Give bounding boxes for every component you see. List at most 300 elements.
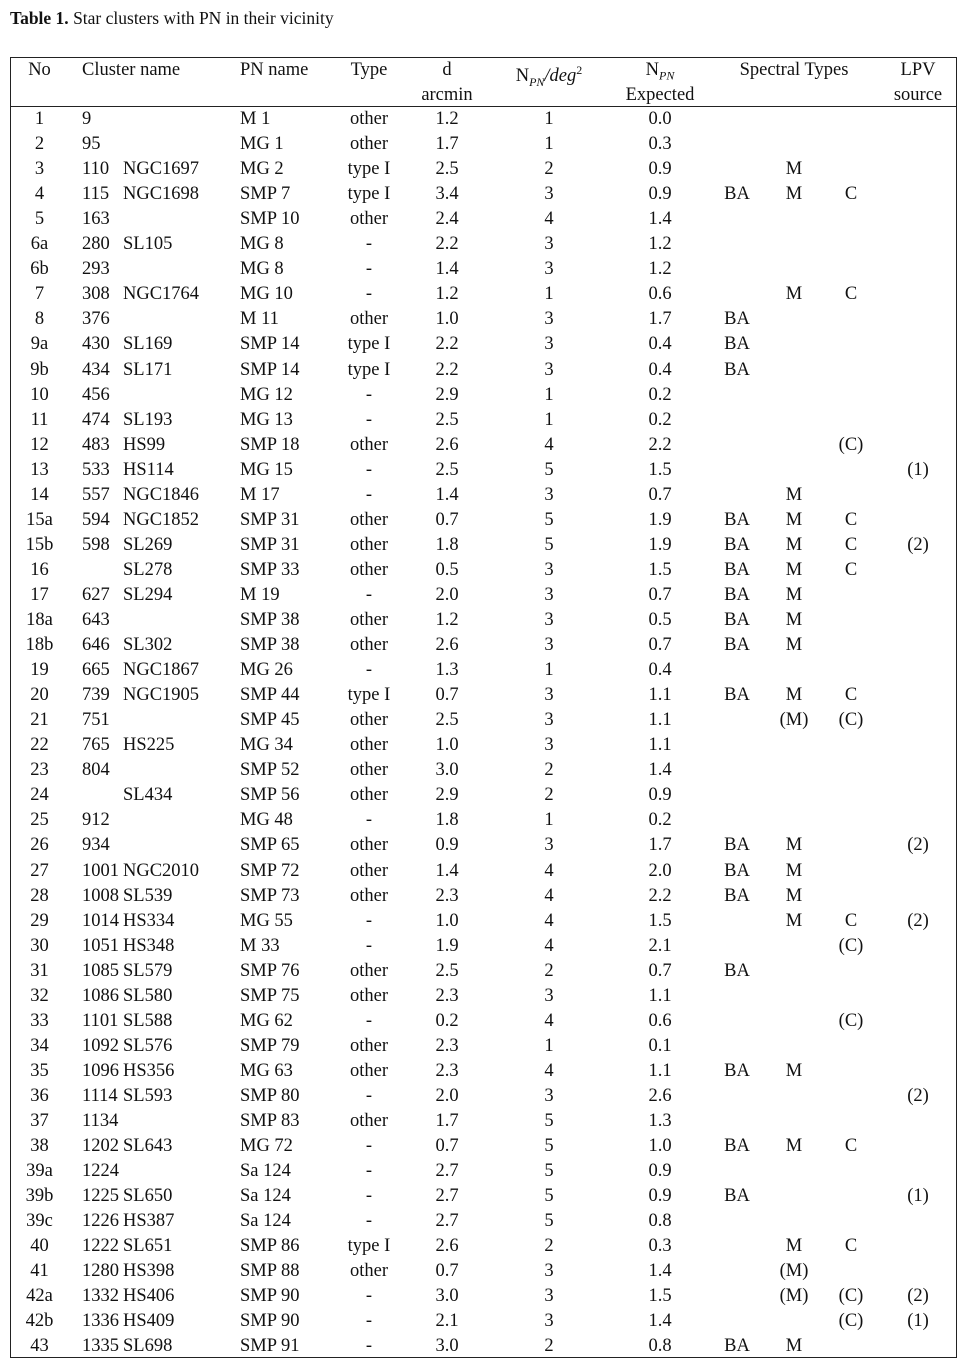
cell-expected: 1.5: [648, 1286, 672, 1306]
cell-cluster-name: [82, 1111, 118, 1131]
cell-expected: 0.6: [648, 284, 672, 304]
cell-pn-name: M 1: [240, 109, 271, 129]
cell-pn-name: SMP 45: [240, 710, 300, 730]
cell-no: 42a: [26, 1286, 53, 1306]
cell-type: other: [349, 760, 388, 780]
cell-expected: 0.7: [648, 485, 672, 505]
cluster-designation: SL193: [123, 410, 173, 430]
cell-spectral-c: (C): [838, 435, 864, 455]
cell-no: 27: [30, 861, 49, 881]
cell-npn: 1: [544, 385, 554, 405]
cluster-designation: SL171: [123, 360, 173, 380]
cell-expected: 2.2: [648, 886, 672, 906]
cell-npn: 3: [544, 1261, 554, 1281]
cell-expected: 1.1: [648, 1061, 672, 1081]
cell-cluster-name: [82, 961, 173, 981]
cluster-designation: SL579: [123, 961, 173, 981]
cell-d: 1.2: [435, 610, 459, 630]
cell-d: 1.4: [435, 259, 459, 279]
cluster-id: 804: [82, 760, 110, 780]
cell-no: 39b: [25, 1186, 54, 1206]
cell-type: -: [365, 1186, 373, 1206]
cell-no: 14: [30, 485, 49, 505]
cell-type: other: [349, 535, 388, 555]
cell-d: 2.5: [435, 710, 459, 730]
cell-d: 2.9: [435, 385, 459, 405]
cell-no: 41: [30, 1261, 49, 1281]
cell-expected: 1.1: [648, 710, 672, 730]
cell-npn: 1: [544, 810, 554, 830]
cell-pn-name: MG 34: [240, 735, 293, 755]
cell-type: type I: [347, 685, 391, 705]
cell-cluster-name: [82, 309, 110, 329]
cluster-designation: HS114: [123, 460, 174, 480]
cell-no: 31: [30, 961, 49, 981]
cell-cluster-name: [82, 660, 200, 680]
cell-type: -: [365, 810, 373, 830]
cell-lpv: (2): [907, 911, 929, 931]
cell-spectral-ba: BA: [724, 685, 750, 705]
cell-npn: 3: [544, 610, 554, 630]
cell-d: 2.4: [435, 209, 459, 229]
cell-pn-name: SMP 65: [240, 835, 300, 855]
cell-cluster-name: [82, 234, 173, 254]
cluster-id: 376: [82, 309, 110, 329]
cell-no: 40: [30, 1236, 49, 1256]
header-expected-label: Expected: [625, 85, 695, 105]
cell-spectral-ba: BA: [724, 184, 750, 204]
cluster-id: 1092: [82, 1036, 119, 1056]
cell-pn-name: SMP 86: [240, 1236, 300, 1256]
cluster-id: 739: [82, 685, 110, 705]
cell-d: 1.2: [435, 284, 459, 304]
cluster-id: 456: [82, 385, 110, 405]
cell-type: other: [349, 735, 388, 755]
cell-spectral-m: M: [785, 886, 803, 906]
cell-d: 1.0: [435, 309, 459, 329]
cell-type: -: [365, 1136, 373, 1156]
cell-spectral-c: C: [844, 284, 858, 304]
cell-d: 1.8: [435, 535, 459, 555]
cell-cluster-name: [82, 385, 110, 405]
cell-no: 26: [30, 835, 49, 855]
cell-type: -: [365, 585, 373, 605]
cell-pn-name: M 19: [240, 585, 280, 605]
cell-npn: 5: [544, 460, 554, 480]
header-lpv: LPV: [900, 60, 936, 80]
cell-spectral-m: (M): [779, 1286, 809, 1306]
cluster-id: 665: [82, 660, 110, 680]
cell-cluster-name: [82, 1211, 175, 1231]
cell-no: 3: [34, 159, 45, 179]
cell-npn: 3: [544, 334, 554, 354]
cell-npn: 4: [544, 886, 554, 906]
cell-cluster-name: [82, 1336, 173, 1356]
cell-spectral-m: M: [785, 1136, 803, 1156]
cell-pn-name: SMP 18: [240, 435, 300, 455]
cell-no: 16: [30, 560, 49, 580]
cluster-id: 643: [82, 610, 110, 630]
cell-npn: 3: [544, 735, 554, 755]
header-lpv-source: source: [893, 85, 943, 105]
cluster-id: 1332: [82, 1286, 119, 1306]
cell-spectral-ba: BA: [724, 1061, 750, 1081]
cell-spectral-c: C: [844, 184, 858, 204]
cell-pn-name: Sa 124: [240, 1186, 291, 1206]
cell-type: other: [349, 710, 388, 730]
cell-npn: 3: [544, 685, 554, 705]
table-caption: [10, 8, 334, 29]
cell-no: 24: [30, 785, 49, 805]
cell-pn-name: MG 15: [240, 460, 293, 480]
cell-npn: 2: [544, 785, 554, 805]
cluster-designation: SL588: [123, 1011, 173, 1031]
cell-npn: 4: [544, 209, 554, 229]
cell-expected: 1.0: [648, 1136, 672, 1156]
cell-cluster-name: [82, 535, 173, 555]
cell-spectral-m: M: [785, 685, 803, 705]
cell-npn: 3: [544, 360, 554, 380]
cell-pn-name: MG 1: [240, 134, 284, 154]
cell-npn: 1: [544, 284, 554, 304]
cell-expected: 0.2: [648, 385, 672, 405]
cell-no: 18b: [25, 635, 54, 655]
cell-d: 1.0: [435, 735, 459, 755]
cluster-id: 9: [82, 109, 92, 129]
cell-pn-name: MG 55: [240, 911, 293, 931]
cell-no: 7: [34, 284, 45, 304]
cell-expected: 1.1: [648, 685, 672, 705]
cell-expected: 0.4: [648, 360, 672, 380]
cell-expected: 1.1: [648, 735, 672, 755]
cell-cluster-name: [82, 861, 200, 881]
cell-spectral-m: M: [785, 535, 803, 555]
cell-cluster-name: [82, 209, 110, 229]
cell-expected: 1.9: [648, 535, 672, 555]
cell-expected: 0.9: [648, 785, 672, 805]
cell-pn-name: MG 48: [240, 810, 293, 830]
cluster-designation: SL105: [123, 234, 173, 254]
cell-npn: 3: [544, 1286, 554, 1306]
cell-cluster-name: [82, 635, 173, 655]
cell-no: 11: [30, 410, 49, 430]
cluster-designation: NGC1867: [123, 660, 200, 680]
cell-d: 2.7: [435, 1211, 459, 1231]
cell-type: -: [365, 410, 373, 430]
cell-npn: 5: [544, 1186, 554, 1206]
cell-expected: 0.7: [648, 961, 672, 981]
cluster-id: 646: [82, 635, 110, 655]
cell-spectral-m: M: [785, 1061, 803, 1081]
cell-pn-name: SMP 73: [240, 886, 300, 906]
cell-cluster-name: [82, 159, 200, 179]
cell-pn-name: M 17: [240, 485, 280, 505]
cluster-designation: SL539: [123, 886, 173, 906]
cluster-designation: HS387: [123, 1211, 175, 1231]
cell-type: other: [349, 435, 388, 455]
cluster-designation: SL294: [123, 585, 173, 605]
cell-cluster-name: [82, 710, 110, 730]
cell-spectral-ba: BA: [724, 1186, 750, 1206]
cell-npn: 2: [544, 1236, 554, 1256]
cell-spectral-m: M: [785, 560, 803, 580]
cell-expected: 1.4: [648, 760, 672, 780]
cell-no: 1: [34, 109, 45, 129]
cell-d: 0.7: [435, 510, 459, 530]
cell-npn: 3: [544, 835, 554, 855]
cell-type: other: [349, 635, 388, 655]
cell-lpv: (2): [907, 1086, 929, 1106]
cell-expected: 1.1: [648, 986, 672, 1006]
cell-no: 9a: [30, 334, 49, 354]
header-divider: [11, 106, 956, 107]
cell-d: 1.7: [435, 134, 459, 154]
cluster-id: 765: [82, 735, 110, 755]
cell-no: 28: [30, 886, 49, 906]
cell-no: 6b: [30, 259, 49, 279]
cell-type: -: [365, 1336, 373, 1356]
cell-expected: 2.2: [648, 435, 672, 455]
cell-spectral-c: C: [844, 560, 858, 580]
cell-npn: 1: [544, 1036, 554, 1056]
cell-spectral-c: (C): [838, 1011, 864, 1031]
cell-pn-name: SMP 90: [240, 1311, 300, 1331]
cluster-id: 1202: [82, 1136, 119, 1156]
cell-spectral-c: C: [844, 1236, 858, 1256]
cell-npn: 2: [544, 760, 554, 780]
cell-no: 6a: [30, 234, 49, 254]
cell-pn-name: SMP 75: [240, 986, 300, 1006]
cell-expected: 0.9: [648, 159, 672, 179]
cell-npn: 3: [544, 560, 554, 580]
cell-pn-name: MG 26: [240, 660, 293, 680]
cell-pn-name: SMP 88: [240, 1261, 300, 1281]
cell-d: 2.6: [435, 1236, 459, 1256]
cell-no: 15b: [25, 535, 54, 555]
cell-spectral-m: M: [785, 835, 803, 855]
cell-d: 0.7: [435, 1261, 459, 1281]
cell-no: 13: [30, 460, 49, 480]
cell-lpv: (1): [907, 1311, 929, 1331]
cell-spectral-m: M: [785, 485, 803, 505]
cell-expected: 1.5: [648, 911, 672, 931]
cell-spectral-m: M: [785, 184, 803, 204]
cell-pn-name: SMP 31: [240, 510, 300, 530]
cell-expected: 1.5: [648, 560, 672, 580]
cell-no: 20: [30, 685, 49, 705]
cluster-id: 1101: [82, 1011, 119, 1031]
cluster-id: 110: [82, 159, 110, 179]
cell-npn: 1: [544, 109, 554, 129]
cell-expected: 1.2: [648, 234, 672, 254]
cell-spectral-ba: BA: [724, 610, 750, 630]
cell-spectral-c: C: [844, 535, 858, 555]
cluster-id: 1134: [82, 1111, 119, 1131]
cell-no: 18a: [26, 610, 53, 630]
cell-no: 35: [30, 1061, 49, 1081]
cell-cluster-name: [82, 1061, 175, 1081]
cell-type: other: [349, 209, 388, 229]
cell-npn: 2: [544, 961, 554, 981]
table-caption-label: Table 1.: [10, 8, 69, 28]
cell-type: -: [365, 1011, 373, 1031]
cell-expected: 0.4: [648, 334, 672, 354]
cell-d: 1.7: [435, 1111, 459, 1131]
cell-cluster-name: [82, 810, 110, 830]
cell-npn: 3: [544, 259, 554, 279]
cell-no: 42b: [25, 1311, 54, 1331]
cell-type: other: [349, 510, 388, 530]
cell-d: 1.0: [435, 911, 459, 931]
cell-cluster-name: [82, 1261, 175, 1281]
cell-cluster-name: [82, 835, 110, 855]
header-no: No: [28, 60, 51, 80]
cell-npn: 4: [544, 1011, 554, 1031]
cluster-id: 1014: [82, 911, 119, 931]
cell-no: 30: [30, 936, 49, 956]
cell-type: other: [349, 1061, 388, 1081]
cluster-id: 1114: [82, 1086, 118, 1106]
cell-type: other: [349, 861, 388, 881]
cluster-designation: NGC2010: [123, 861, 200, 881]
cell-pn-name: MG 8: [240, 259, 284, 279]
cell-type: -: [365, 234, 373, 254]
cell-type: -: [365, 284, 373, 304]
cell-pn-name: M 11: [240, 309, 279, 329]
cell-cluster-name: [82, 1086, 173, 1106]
cluster-id: 1225: [82, 1186, 119, 1206]
cell-pn-name: MG 13: [240, 410, 293, 430]
cell-npn: 3: [544, 710, 554, 730]
cell-expected: 0.2: [648, 410, 672, 430]
cell-expected: 0.0: [648, 109, 672, 129]
cell-type: other: [349, 785, 388, 805]
cell-expected: 0.4: [648, 660, 672, 680]
cell-expected: 2.1: [648, 936, 672, 956]
cluster-designation: SL278: [123, 560, 173, 580]
cell-spectral-m: (M): [779, 1261, 809, 1281]
cell-type: -: [365, 385, 373, 405]
cell-type: -: [365, 1211, 373, 1231]
cluster-designation: SL269: [123, 535, 173, 555]
cell-type: other: [349, 835, 388, 855]
cell-d: 0.7: [435, 685, 459, 705]
cell-d: 1.8: [435, 810, 459, 830]
cell-no: 43: [30, 1336, 49, 1356]
cluster-id: 912: [82, 810, 110, 830]
cell-expected: 1.4: [648, 1311, 672, 1331]
cell-cluster-name: [82, 360, 173, 380]
cell-expected: 0.1: [648, 1036, 672, 1056]
cell-cluster-name: [82, 1236, 173, 1256]
cluster-id: 1096: [82, 1061, 119, 1081]
cluster-designation: HS398: [123, 1261, 175, 1281]
cell-npn: 5: [544, 510, 554, 530]
cell-cluster-name: [82, 986, 173, 1006]
cluster-id: 280: [82, 234, 110, 254]
cell-d: 2.2: [435, 234, 459, 254]
cluster-designation: SL434: [123, 785, 173, 805]
cell-d: 2.5: [435, 410, 459, 430]
cluster-designation: SL169: [123, 334, 173, 354]
cell-lpv: (2): [907, 1286, 929, 1306]
cell-expected: 1.2: [648, 259, 672, 279]
cell-pn-name: MG 10: [240, 284, 293, 304]
cell-cluster-name: [82, 936, 175, 956]
cell-type: other: [349, 886, 388, 906]
cell-pn-name: SMP 38: [240, 635, 300, 655]
cell-npn: 5: [544, 1136, 554, 1156]
cluster-designation: NGC1905: [123, 685, 200, 705]
cell-d: 2.7: [435, 1161, 459, 1181]
cluster-id: 1226: [82, 1211, 119, 1231]
cell-type: other: [349, 134, 388, 154]
cluster-id: 557: [82, 485, 110, 505]
cell-npn: 5: [544, 535, 554, 555]
cluster-id: 594: [82, 510, 110, 530]
cell-no: 9b: [30, 360, 49, 380]
cluster-designation: NGC1846: [123, 485, 200, 505]
cell-d: 0.9: [435, 835, 459, 855]
cell-pn-name: MG 72: [240, 1136, 293, 1156]
cell-d: 0.7: [435, 1136, 459, 1156]
cell-no: 12: [30, 435, 49, 455]
cell-pn-name: SMP 33: [240, 560, 300, 580]
cluster-id: 934: [82, 835, 110, 855]
cell-expected: 1.4: [648, 209, 672, 229]
cell-d: 2.5: [435, 961, 459, 981]
header-spectral-types: Spectral Types: [739, 60, 849, 80]
cell-pn-name: MG 8: [240, 234, 284, 254]
cell-d: 3.0: [435, 1286, 459, 1306]
cluster-id: 434: [82, 360, 110, 380]
cell-d: 2.6: [435, 635, 459, 655]
cell-type: other: [349, 1111, 388, 1131]
cell-spectral-ba: BA: [724, 961, 750, 981]
cell-type: type I: [347, 360, 391, 380]
cell-spectral-c: (C): [838, 936, 864, 956]
cell-lpv: (1): [907, 460, 929, 480]
cell-spectral-m: M: [785, 635, 803, 655]
cell-spectral-ba: BA: [724, 535, 750, 555]
cluster-designation: SL302: [123, 635, 173, 655]
cell-spectral-c: (C): [838, 1286, 864, 1306]
cell-no: 38: [30, 1136, 49, 1156]
cell-type: other: [349, 560, 388, 580]
cluster-designation: NGC1764: [123, 284, 200, 304]
cell-expected: 0.3: [648, 1236, 672, 1256]
cell-no: 8: [34, 309, 45, 329]
cell-d: 2.5: [435, 159, 459, 179]
cell-d: 0.2: [435, 1011, 459, 1031]
cell-npn: 4: [544, 1061, 554, 1081]
cell-spectral-ba: BA: [724, 861, 750, 881]
header-pn-name: PN name: [240, 60, 309, 80]
cell-no: 29: [30, 911, 49, 931]
cell-npn: 5: [544, 1161, 554, 1181]
cell-expected: 0.5: [648, 610, 672, 630]
table-caption-text: Star clusters with PN in their vicinity: [73, 8, 334, 28]
cell-spectral-ba: BA: [724, 309, 750, 329]
cluster-id: 95: [82, 134, 101, 154]
cluster-designation: SL593: [123, 1086, 173, 1106]
cell-pn-name: Sa 124: [240, 1211, 291, 1231]
cell-no: 23: [30, 760, 49, 780]
cell-spectral-c: C: [844, 911, 858, 931]
cell-cluster-name: [82, 1311, 175, 1331]
cell-spectral-m: M: [785, 1236, 803, 1256]
cell-npn: 2: [544, 1336, 554, 1356]
